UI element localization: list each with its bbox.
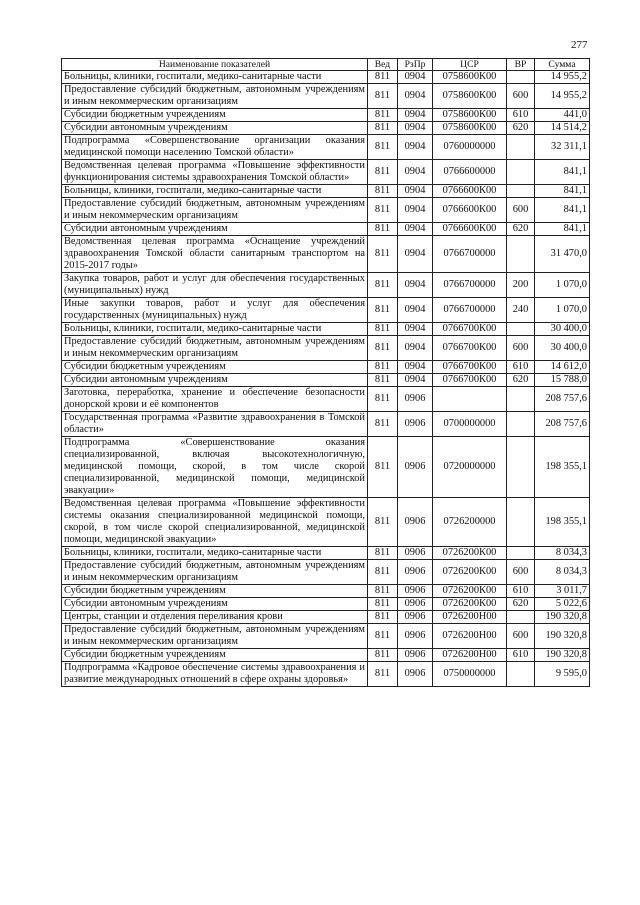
cell-name: Предоставление субсидий бюджетным, автономным учреждениям и иным некоммерческим организациям bbox=[62, 336, 368, 361]
table-row bbox=[62, 122, 590, 135]
cell-sum: 841,1 bbox=[535, 223, 590, 236]
cell-rzpr: 0904 bbox=[398, 336, 433, 361]
cell-vr bbox=[507, 547, 535, 560]
cell-csr: 0766700К00 bbox=[433, 374, 507, 387]
cell-ved: 811 bbox=[368, 412, 398, 437]
cell-vr: 620 bbox=[507, 598, 535, 611]
table-row bbox=[62, 198, 590, 223]
cell-ved: 811 bbox=[368, 662, 398, 687]
cell-ved: 811 bbox=[368, 109, 398, 122]
cell-csr: 0726200К00 bbox=[433, 560, 507, 585]
cell-csr: 0758600К00 bbox=[433, 122, 507, 135]
cell-vr: 610 bbox=[507, 649, 535, 662]
cell-sum: 198 355,1 bbox=[535, 437, 590, 498]
cell-name: Предоставление субсидий бюджетным, автономным учреждениям и иным некоммерческим организациям bbox=[62, 84, 368, 109]
cell-sum: 198 355,1 bbox=[535, 498, 590, 547]
cell-ved: 811 bbox=[368, 84, 398, 109]
page-number: 277 bbox=[571, 39, 588, 51]
cell-ved: 811 bbox=[368, 122, 398, 135]
cell-sum: 14 514,2 bbox=[535, 122, 590, 135]
cell-name: Предоставление субсидий бюджетным, автономным учреждениям и иным некоммерческим организациям bbox=[62, 198, 368, 223]
cell-name: Центры, станции и отделения переливания крови bbox=[62, 611, 368, 624]
table-row bbox=[62, 547, 590, 560]
cell-csr: 0766700К00 bbox=[433, 336, 507, 361]
table-row bbox=[62, 649, 590, 662]
cell-sum: 8 034,3 bbox=[535, 560, 590, 585]
cell-ved: 811 bbox=[368, 236, 398, 273]
cell-vr: 600 bbox=[507, 624, 535, 649]
cell-csr: 0766700К00 bbox=[433, 361, 507, 374]
table-row bbox=[62, 109, 590, 122]
cell-rzpr: 0904 bbox=[398, 71, 433, 84]
cell-csr: 0766700000 bbox=[433, 298, 507, 323]
table-row bbox=[62, 323, 590, 336]
table-row bbox=[62, 598, 590, 611]
cell-sum: 32 311,1 bbox=[535, 135, 590, 160]
column-header-vr: ВР bbox=[507, 59, 535, 71]
cell-vr bbox=[507, 498, 535, 547]
cell-name: Подпрограмма «Совершенствование организации оказания медицинской помощи населению Томской области» bbox=[62, 135, 368, 160]
cell-sum: 30 400,0 bbox=[535, 336, 590, 361]
cell-csr bbox=[433, 387, 507, 412]
cell-rzpr: 0906 bbox=[398, 387, 433, 412]
cell-sum: 190 320,8 bbox=[535, 611, 590, 624]
cell-rzpr: 0904 bbox=[398, 273, 433, 298]
cell-csr: 0758600К00 bbox=[433, 84, 507, 109]
cell-csr: 0760000000 bbox=[433, 135, 507, 160]
table-row bbox=[62, 298, 590, 323]
cell-vr bbox=[507, 160, 535, 185]
cell-vr: 600 bbox=[507, 84, 535, 109]
cell-name: Больницы, клиники, госпитали, медико-санитарные части bbox=[62, 185, 368, 198]
cell-name: Больницы, клиники, госпитали, медико-санитарные части bbox=[62, 71, 368, 84]
cell-sum: 190 320,8 bbox=[535, 624, 590, 649]
cell-sum: 3 011,7 bbox=[535, 585, 590, 598]
cell-vr: 620 bbox=[507, 122, 535, 135]
cell-name: Субсидии бюджетным учреждениям bbox=[62, 361, 368, 374]
table-row bbox=[62, 185, 590, 198]
cell-ved: 811 bbox=[368, 598, 398, 611]
table-row bbox=[62, 585, 590, 598]
cell-vr bbox=[507, 611, 535, 624]
cell-ved: 811 bbox=[368, 585, 398, 598]
cell-sum: 1 070,0 bbox=[535, 298, 590, 323]
cell-rzpr: 0904 bbox=[398, 135, 433, 160]
cell-ved: 811 bbox=[368, 547, 398, 560]
cell-csr: 0766600000 bbox=[433, 160, 507, 185]
cell-csr: 0700000000 bbox=[433, 412, 507, 437]
column-header-sum: Сумма bbox=[535, 59, 590, 71]
cell-vr: 200 bbox=[507, 273, 535, 298]
cell-sum: 441,0 bbox=[535, 109, 590, 122]
cell-name: Субсидии автономным учреждениям bbox=[62, 122, 368, 135]
cell-sum: 841,1 bbox=[535, 198, 590, 223]
cell-name: Больницы, клиники, госпитали, медико-санитарные части bbox=[62, 323, 368, 336]
cell-sum: 9 595,0 bbox=[535, 662, 590, 687]
cell-rzpr: 0904 bbox=[398, 198, 433, 223]
cell-ved: 811 bbox=[368, 361, 398, 374]
cell-name: Субсидии бюджетным учреждениям bbox=[62, 649, 368, 662]
cell-sum: 14 612,0 bbox=[535, 361, 590, 374]
cell-vr: 620 bbox=[507, 223, 535, 236]
cell-sum: 208 757,6 bbox=[535, 412, 590, 437]
cell-ved: 811 bbox=[368, 624, 398, 649]
cell-rzpr: 0906 bbox=[398, 662, 433, 687]
cell-name: Предоставление субсидий бюджетным, автономным учреждениям и иным некоммерческим организациям bbox=[62, 624, 368, 649]
cell-rzpr: 0906 bbox=[398, 547, 433, 560]
cell-ved: 811 bbox=[368, 135, 398, 160]
table-row bbox=[62, 273, 590, 298]
cell-rzpr: 0906 bbox=[398, 624, 433, 649]
cell-csr: 0766700000 bbox=[433, 236, 507, 273]
cell-rzpr: 0906 bbox=[398, 412, 433, 437]
cell-name: Субсидии автономным учреждениям bbox=[62, 598, 368, 611]
cell-ved: 811 bbox=[368, 273, 398, 298]
cell-csr: 0726200Н00 bbox=[433, 611, 507, 624]
cell-ved: 811 bbox=[368, 649, 398, 662]
cell-sum: 841,1 bbox=[535, 185, 590, 198]
table-row bbox=[62, 236, 590, 273]
cell-rzpr: 0904 bbox=[398, 323, 433, 336]
cell-name: Подпрограмма «Кадровое обеспечение системы здравоохранения и развитие международных отношений в сфере охраны здоровья» bbox=[62, 662, 368, 687]
cell-csr: 0766600К00 bbox=[433, 185, 507, 198]
cell-csr: 0758600К00 bbox=[433, 71, 507, 84]
cell-ved: 811 bbox=[368, 223, 398, 236]
cell-rzpr: 0904 bbox=[398, 109, 433, 122]
cell-rzpr: 0906 bbox=[398, 560, 433, 585]
table-row bbox=[62, 135, 590, 160]
cell-vr bbox=[507, 71, 535, 84]
cell-vr bbox=[507, 437, 535, 498]
cell-sum: 14 955,2 bbox=[535, 84, 590, 109]
cell-rzpr: 0904 bbox=[398, 185, 433, 198]
cell-rzpr: 0906 bbox=[398, 649, 433, 662]
cell-ved: 811 bbox=[368, 374, 398, 387]
column-header-csr: ЦСР bbox=[433, 59, 507, 71]
cell-csr: 0766700000 bbox=[433, 273, 507, 298]
cell-sum: 5 022,6 bbox=[535, 598, 590, 611]
cell-ved: 811 bbox=[368, 336, 398, 361]
cell-rzpr: 0904 bbox=[398, 122, 433, 135]
budget-table bbox=[61, 58, 590, 687]
table-row bbox=[62, 560, 590, 585]
table-row bbox=[62, 387, 590, 412]
cell-ved: 811 bbox=[368, 611, 398, 624]
cell-vr bbox=[507, 412, 535, 437]
cell-rzpr: 0904 bbox=[398, 223, 433, 236]
cell-rzpr: 0906 bbox=[398, 498, 433, 547]
cell-csr: 0766700К00 bbox=[433, 323, 507, 336]
cell-vr bbox=[507, 387, 535, 412]
cell-csr: 0758600К00 bbox=[433, 109, 507, 122]
cell-rzpr: 0906 bbox=[398, 437, 433, 498]
cell-ved: 811 bbox=[368, 437, 398, 498]
cell-rzpr: 0906 bbox=[398, 598, 433, 611]
cell-rzpr: 0904 bbox=[398, 361, 433, 374]
table-body bbox=[62, 71, 590, 687]
table-row bbox=[62, 662, 590, 687]
table-row bbox=[62, 223, 590, 236]
cell-vr bbox=[507, 135, 535, 160]
cell-csr: 0720000000 bbox=[433, 437, 507, 498]
cell-sum: 190 320,8 bbox=[535, 649, 590, 662]
cell-sum: 8 034,3 bbox=[535, 547, 590, 560]
cell-rzpr: 0904 bbox=[398, 298, 433, 323]
column-header-name: Наименование показателей bbox=[62, 59, 368, 71]
cell-name: Заготовка, переработка, хранение и обеспечение безопасности донорской крови и её компонентов bbox=[62, 387, 368, 412]
table-row bbox=[62, 84, 590, 109]
cell-ved: 811 bbox=[368, 323, 398, 336]
cell-csr: 0750000000 bbox=[433, 662, 507, 687]
cell-vr: 610 bbox=[507, 585, 535, 598]
cell-name: Подпрограмма «Совершенствование оказания специализированной, включая высокотехнологичную, медицинской помощи, скорой, в том числе скорой специализированной, медицинской помощи, медицинской эвакуации» bbox=[62, 437, 368, 498]
cell-sum: 30 400,0 bbox=[535, 323, 590, 336]
column-header-rzpr: РзПр bbox=[398, 59, 433, 71]
cell-csr: 0726200К00 bbox=[433, 547, 507, 560]
cell-vr bbox=[507, 185, 535, 198]
table-row bbox=[62, 71, 590, 84]
cell-csr: 0726200Н00 bbox=[433, 624, 507, 649]
cell-name: Субсидии бюджетным учреждениям bbox=[62, 585, 368, 598]
table-row bbox=[62, 624, 590, 649]
cell-name: Субсидии автономным учреждениям bbox=[62, 223, 368, 236]
cell-sum: 14 955,2 bbox=[535, 71, 590, 84]
cell-vr: 600 bbox=[507, 198, 535, 223]
cell-sum: 841,1 bbox=[535, 160, 590, 185]
cell-rzpr: 0904 bbox=[398, 84, 433, 109]
table-row bbox=[62, 336, 590, 361]
cell-rzpr: 0906 bbox=[398, 585, 433, 598]
cell-vr bbox=[507, 236, 535, 273]
cell-csr: 0726200000 bbox=[433, 498, 507, 547]
cell-vr: 610 bbox=[507, 361, 535, 374]
cell-sum: 31 470,0 bbox=[535, 236, 590, 273]
cell-ved: 811 bbox=[368, 298, 398, 323]
cell-csr: 0726200Н00 bbox=[433, 649, 507, 662]
cell-ved: 811 bbox=[368, 71, 398, 84]
cell-csr: 0766600К00 bbox=[433, 223, 507, 236]
cell-name: Государственная программа «Развитие здравоохранения в Томской области» bbox=[62, 412, 368, 437]
cell-vr bbox=[507, 323, 535, 336]
cell-ved: 811 bbox=[368, 185, 398, 198]
cell-sum: 15 788,0 bbox=[535, 374, 590, 387]
cell-rzpr: 0904 bbox=[398, 374, 433, 387]
cell-name: Субсидии автономным учреждениям bbox=[62, 374, 368, 387]
table-row bbox=[62, 611, 590, 624]
cell-rzpr: 0904 bbox=[398, 160, 433, 185]
table-row bbox=[62, 412, 590, 437]
cell-name: Больницы, клиники, госпитали, медико-санитарные части bbox=[62, 547, 368, 560]
cell-ved: 811 bbox=[368, 160, 398, 185]
cell-rzpr: 0904 bbox=[398, 236, 433, 273]
cell-vr: 600 bbox=[507, 560, 535, 585]
table-row bbox=[62, 361, 590, 374]
table-row bbox=[62, 437, 590, 498]
cell-sum: 1 070,0 bbox=[535, 273, 590, 298]
cell-name: Закупка товаров, работ и услуг для обеспечения государственных (муниципальных) нужд bbox=[62, 273, 368, 298]
cell-name: Иные закупки товаров, работ и услуг для обеспечения государственных (муниципальных) нужд bbox=[62, 298, 368, 323]
table-row bbox=[62, 160, 590, 185]
cell-vr: 620 bbox=[507, 374, 535, 387]
table-header-row bbox=[62, 59, 590, 71]
cell-ved: 811 bbox=[368, 198, 398, 223]
column-header-ved: Вед bbox=[368, 59, 398, 71]
cell-ved: 811 bbox=[368, 560, 398, 585]
cell-csr: 0726200К00 bbox=[433, 598, 507, 611]
cell-vr bbox=[507, 662, 535, 687]
cell-name: Ведомственная целевая программа «Оснащение учреждений здравоохранения Томской области санитарным транспортом на 2015-2017 годы» bbox=[62, 236, 368, 273]
cell-name: Предоставление субсидий бюджетным, автономным учреждениям и иным некоммерческим организациям bbox=[62, 560, 368, 585]
cell-csr: 0766600К00 bbox=[433, 198, 507, 223]
cell-name: Ведомственная целевая программа «Повышение эффективности функционирования системы здравоохранения Томской области» bbox=[62, 160, 368, 185]
cell-vr: 600 bbox=[507, 336, 535, 361]
cell-ved: 811 bbox=[368, 498, 398, 547]
cell-sum: 208 757,6 bbox=[535, 387, 590, 412]
cell-vr: 610 bbox=[507, 109, 535, 122]
cell-name: Ведомственная целевая программа «Повышение эффективности системы оказания специализированной медицинской помощи, скорой, в том числе скорой специализированной, медицинской помощи, медицинской эвакуации» bbox=[62, 498, 368, 547]
cell-ved: 811 bbox=[368, 387, 398, 412]
cell-rzpr: 0906 bbox=[398, 611, 433, 624]
cell-name: Субсидии бюджетным учреждениям bbox=[62, 109, 368, 122]
cell-vr: 240 bbox=[507, 298, 535, 323]
table-row bbox=[62, 498, 590, 547]
table-row bbox=[62, 374, 590, 387]
cell-csr: 0726200К00 bbox=[433, 585, 507, 598]
